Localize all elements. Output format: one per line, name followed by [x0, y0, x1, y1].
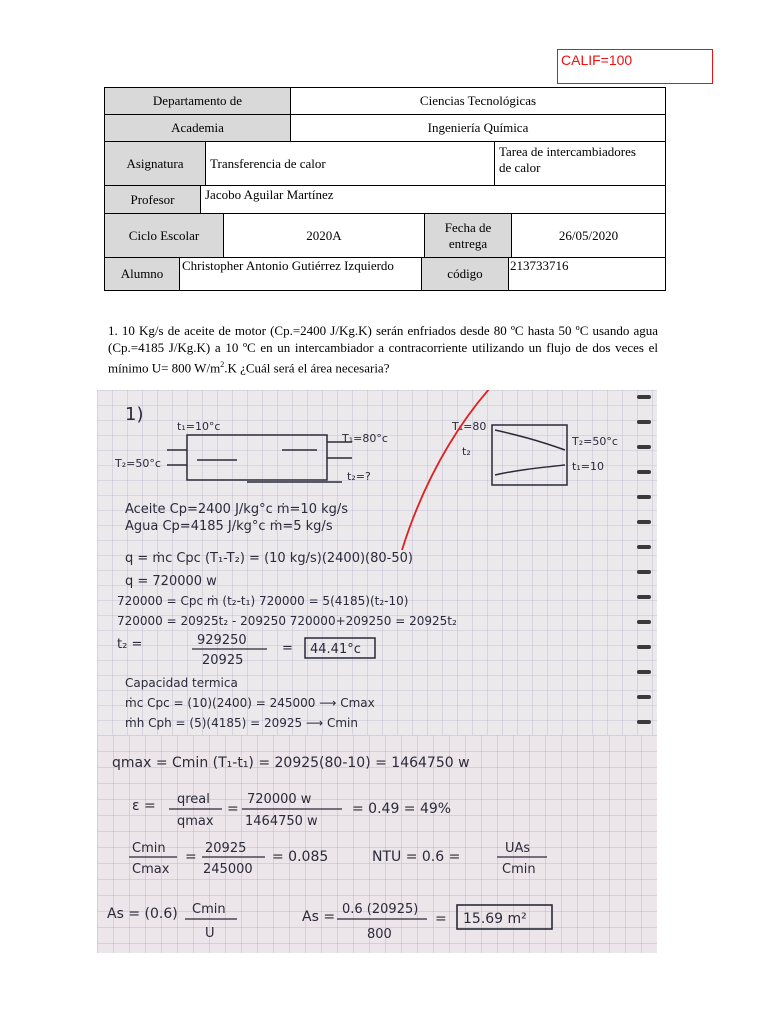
hw2-as-u: U: [205, 926, 215, 941]
fecha-value: 26/05/2020: [512, 214, 666, 258]
hw2-245000: 245000: [203, 862, 253, 877]
tarea-title: [495, 142, 666, 186]
header-row-profesor: [104, 185, 666, 214]
problem-statement: [108, 322, 658, 376]
header-row-departamento: [104, 87, 666, 115]
hw2-den: 1464750 w: [245, 814, 318, 829]
hw2-as-cmin: Cmin: [192, 902, 226, 917]
grade-text: CALIF=100: [561, 52, 633, 68]
hw-number: 1): [125, 404, 144, 425]
hw-graph-t2: t₂: [462, 445, 471, 458]
hw-line-7c: 20925: [202, 653, 244, 668]
hw-line-7a: t₂ =: [117, 637, 143, 652]
academia-label: Academia: [105, 115, 291, 142]
asignatura-label: Asignatura: [105, 142, 206, 186]
hw2-eps: ε =: [132, 798, 156, 814]
hw2-uas: UAs: [505, 841, 531, 856]
hw2-eq: =: [227, 801, 239, 817]
hw-line-7e: 44.41°c: [310, 642, 361, 657]
handwritten-sheet-1: [97, 390, 657, 735]
hw2-num: 720000 w: [247, 792, 312, 807]
hw2-ratio: = 0.085: [272, 849, 329, 865]
dept-value: Ciencias Tecnológicas: [291, 88, 666, 115]
hw-line-2: Agua Cp=4185 J/kg°c ṁ=5 kg/s: [125, 519, 333, 534]
hw2-as2-eq: =: [435, 911, 447, 927]
tarea-line-2: de calor: [499, 160, 541, 175]
problem-text-end: .K ¿Cuál será el área necesaria?: [224, 360, 390, 376]
hw-line-5: 720000 = Cpc ṁ (t₂-t₁) 720000 = 5(4185)(t₂-10): [117, 594, 409, 608]
codigo-value: 213733716: [509, 258, 666, 291]
academia-value: Ingeniería Química: [291, 115, 666, 142]
hw-t2: t₂=?: [347, 470, 371, 483]
codigo-label: código: [422, 258, 509, 291]
hw-T1: T₁=80°c: [342, 432, 388, 445]
handwritten-photo-1: [97, 390, 657, 735]
hw-line-9: ṁc Cpc = (10)(2400) = 245000 ⟶ Cmax: [125, 696, 375, 710]
hw-line-7d: =: [282, 641, 293, 656]
hw-T2: T₂=50°c: [115, 457, 161, 470]
hw2-as2: As =: [302, 909, 336, 925]
hw2-as2-num: 0.6 (20925): [342, 902, 419, 917]
hw-graph-T1: T₁=80: [452, 420, 487, 433]
hw2-qreal: qreal: [177, 792, 210, 807]
profesor-value: Jacobo Aguilar Martínez: [201, 186, 666, 214]
hw2-ntu: NTU = 0.6 =: [372, 849, 461, 865]
hw2-qmax: qmax: [177, 814, 214, 829]
hw2-cmin: Cmin: [132, 841, 166, 856]
alumno-value: Christopher Antonio Gutiérrez Izquierdo: [180, 258, 422, 291]
hw-line-8: Capacidad termica: [125, 676, 238, 690]
hw2-cmax: Cmax: [132, 862, 170, 877]
profesor-label: Profesor: [105, 186, 201, 214]
problem-sup: 2: [220, 360, 225, 369]
hw-line-6: 720000 = 20925t₂ - 209250 720000+209250 = 20925t₂: [117, 614, 457, 628]
fecha-line-1: Fecha de: [444, 219, 492, 235]
hw-graph-t1: t₁=10: [572, 460, 604, 473]
tarea-line-1: Tarea de intercambiadores: [499, 144, 636, 159]
ciclo-value: 2020A: [224, 214, 425, 258]
hw-line-7b: 929250: [197, 633, 247, 648]
handwritten-sheet-2: [97, 735, 657, 953]
hw2-cmin2: Cmin: [502, 862, 536, 877]
hw2-line-1: qmax = Cmin (T₁-t₁) = 20925(80-10) = 1464750 w: [112, 755, 470, 771]
hw-line-1: Aceite Cp=2400 J/kg°c ṁ=10 kg/s: [125, 502, 349, 517]
hw2-as: As = (0.6): [107, 906, 178, 922]
hw-line-3: q = ṁc Cpc (T₁-T₂) = (10 kg/s)(2400)(80-50): [125, 551, 413, 566]
handwritten-photo-2: [97, 735, 657, 953]
fecha-label: [425, 214, 512, 258]
hw2-result: 15.69 m²: [463, 911, 527, 927]
fecha-line-2: entrega: [448, 235, 488, 251]
header-row-ciclo: [104, 213, 666, 258]
hw-t1: t₁=10°c: [177, 420, 221, 433]
hw2-eq2: =: [185, 849, 197, 865]
asignatura-value: Transferencia de calor: [206, 142, 495, 186]
alumno-label: Alumno: [105, 258, 180, 291]
hw2-eps-result: = 0.49 = 49%: [352, 801, 452, 817]
dept-label: Departamento de: [105, 88, 291, 115]
hw-line-4: q = 720000 w: [125, 574, 217, 589]
hw-graph-T2: T₂=50°c: [572, 435, 618, 448]
hw-line-10: ṁh Cph = (5)(4185) = 20925 ⟶ Cmin: [125, 716, 358, 730]
hw2-20925: 20925: [205, 841, 247, 856]
ciclo-label: Ciclo Escolar: [105, 214, 224, 258]
grade-box: [557, 49, 713, 84]
problem-text: 1. 10 Kg/s de aceite de motor (Cp.=2400 J/Kg.K) serán enfriados desde 80 ºC hasta 50 ºC usando agua (Cp.=4185 J/Kg.K) a 10 ºC en un intercambiador a contracorriente utilizando un flujo de dos veces el mínimo U= 800 W/m: [108, 323, 658, 376]
header-row-asignatura: [104, 141, 666, 186]
header-row-academia: [104, 114, 666, 142]
hw2-as2-den: 800: [367, 927, 392, 942]
header-row-alumno: [104, 257, 666, 291]
